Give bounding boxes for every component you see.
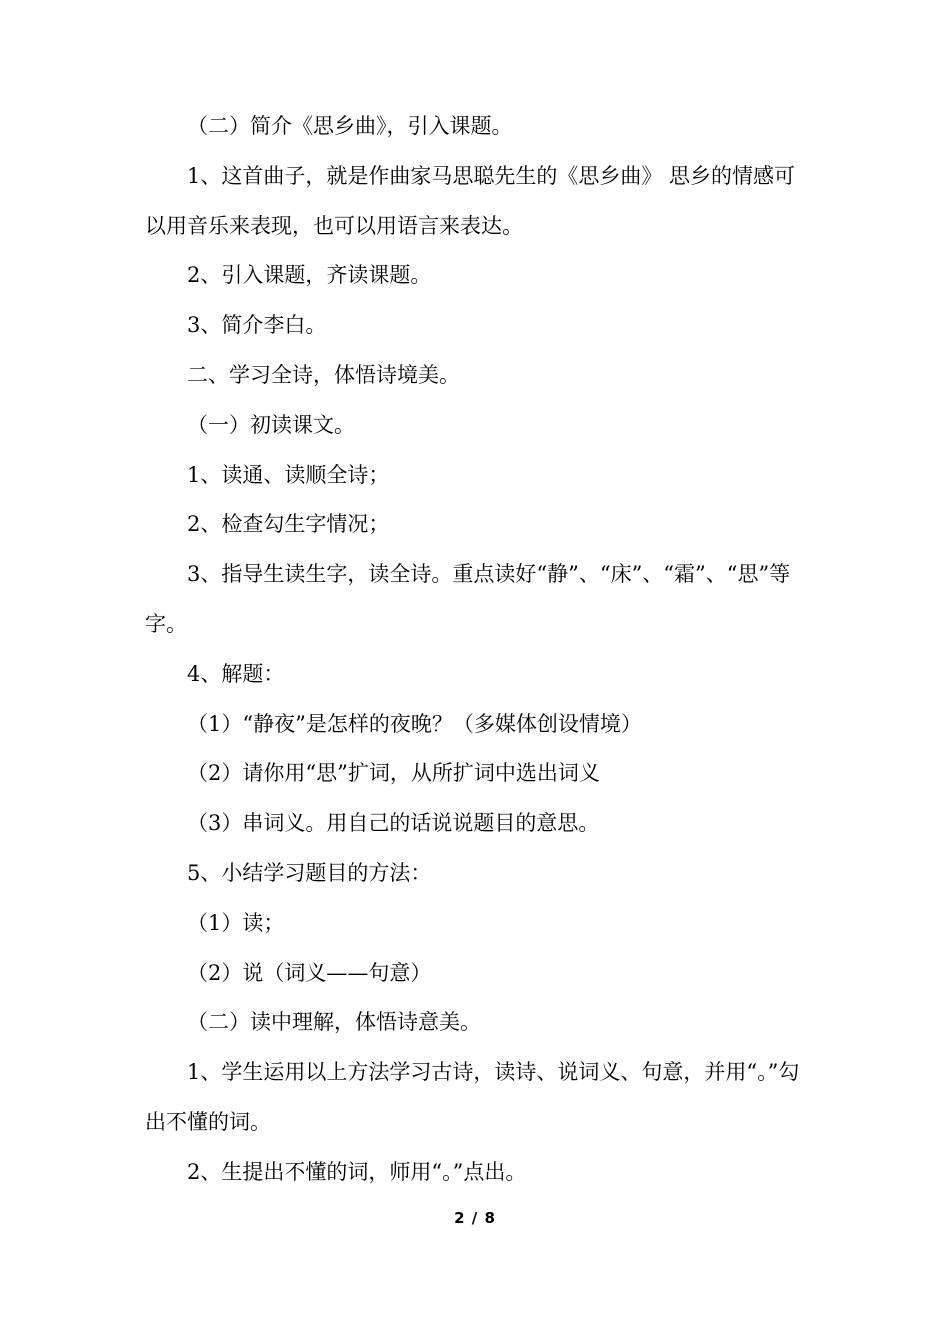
paragraph: （2）请你用“思”扩词，从所扩词中选出词义 <box>187 761 600 786</box>
paragraph: 2、检查勾生字情况； <box>187 512 390 537</box>
paragraph: （2）说（词义——句意） <box>187 960 432 985</box>
paragraph: 2、生提出不懂的词，师用“。”点出。 <box>187 1159 527 1184</box>
section-heading: 二、学习全诗，体悟诗境美。 <box>187 362 460 387</box>
subsection-heading: （二）读中理解，体悟诗意美。 <box>187 1010 481 1035</box>
paragraph: （二）简介《思乡曲》，引入课题。 <box>187 114 513 138</box>
paragraph: 1、学生运用以上方法学习古诗，读诗、说词义、句意，并用“。”勾出不懂的词。 <box>145 1060 800 1134</box>
paragraph: 5、小结学习题目的方法： <box>187 860 432 885</box>
paragraph: 3、简介李白。 <box>187 313 327 338</box>
paragraph: （1）“静夜”是怎样的夜晚？（多媒体创设情境） <box>187 711 642 736</box>
page-number: 2 / 8 <box>454 1209 496 1227</box>
subsection-heading: （一）初读课文。 <box>187 412 355 437</box>
document-body <box>145 102 810 1198</box>
paragraph: 1、这首曲子，就是作曲家马思聪先生的《思乡曲》 思乡的情感可以用音乐来表现，也可以用语言来表达。 <box>145 163 796 238</box>
paragraph: （3）串词义。用自己的话说说题目的意思。 <box>187 811 600 836</box>
paragraph: 3、指导生读生字，读全诗。重点读好“静”、“床”、“霜”、“思”等字。 <box>145 562 791 636</box>
paragraph: （1）读； <box>187 910 285 935</box>
paragraph: 2、引入课题，齐读课题。 <box>187 263 432 288</box>
paragraph: 1、读通、读顺全诗； <box>187 462 390 487</box>
paragraph: 4、解题： <box>187 661 285 686</box>
